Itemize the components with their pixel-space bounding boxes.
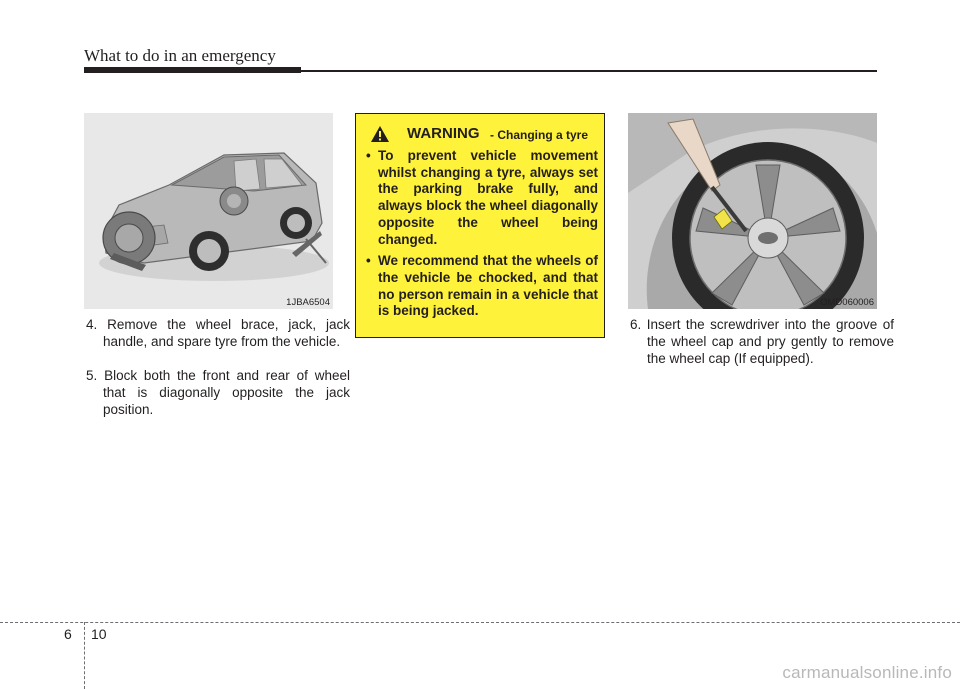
car-drawing (84, 113, 333, 309)
step-text: Block both the front and rear of wheel that is diagonally opposite the jack position. (103, 368, 350, 417)
warning-topic: - Changing a tyre (490, 128, 589, 142)
warning-item (366, 148, 598, 248)
figure-code: 1JBA6504 (286, 297, 330, 308)
step-text: Insert the screwdriver into the groove of the wheel cap and pry gently to remove the wheel cap (If equipped). (646, 317, 894, 366)
footer-divider (84, 622, 85, 689)
step-number: 4. (86, 317, 98, 332)
wheel-drawing (628, 113, 877, 309)
wheel-illustration (628, 113, 877, 309)
car-illustration (84, 113, 333, 309)
header-rule (84, 70, 877, 72)
step-number: 6. (630, 317, 642, 332)
bullet-icon: • (366, 253, 371, 269)
step-5 (86, 367, 350, 418)
section-title: What to do in an emergency (84, 46, 276, 65)
bullet-icon: • (366, 148, 371, 163)
step-6 (630, 316, 894, 367)
watermark: carmanualsonline.info (782, 663, 952, 682)
warning-list (366, 148, 598, 325)
warning-item-text: We recommend that the wheels of the vehicle be chocked, and that no person remain in a vehicle that is being jacked. (378, 253, 598, 319)
warning-item (366, 253, 598, 320)
step-number: 5. (86, 368, 98, 383)
page-number: 10 (91, 626, 107, 642)
warning-item-text: To prevent vehicle movement whilst changing a tyre, always set the parking brake fully, and always block the wheel diagonally opposite the wheel being changed. (378, 148, 598, 247)
warning-triangle-icon (370, 125, 390, 143)
figure-code: OMD060006 (820, 297, 874, 308)
footer-rule (0, 622, 960, 623)
step-text: Remove the wheel brace, jack, jack handle, and spare tyre from the vehicle. (103, 317, 350, 349)
warning-header (366, 124, 598, 146)
warning-box (355, 113, 605, 338)
chapter-number: 6 (64, 626, 72, 642)
step-4 (86, 316, 350, 350)
warning-label: WARNING (407, 125, 480, 142)
